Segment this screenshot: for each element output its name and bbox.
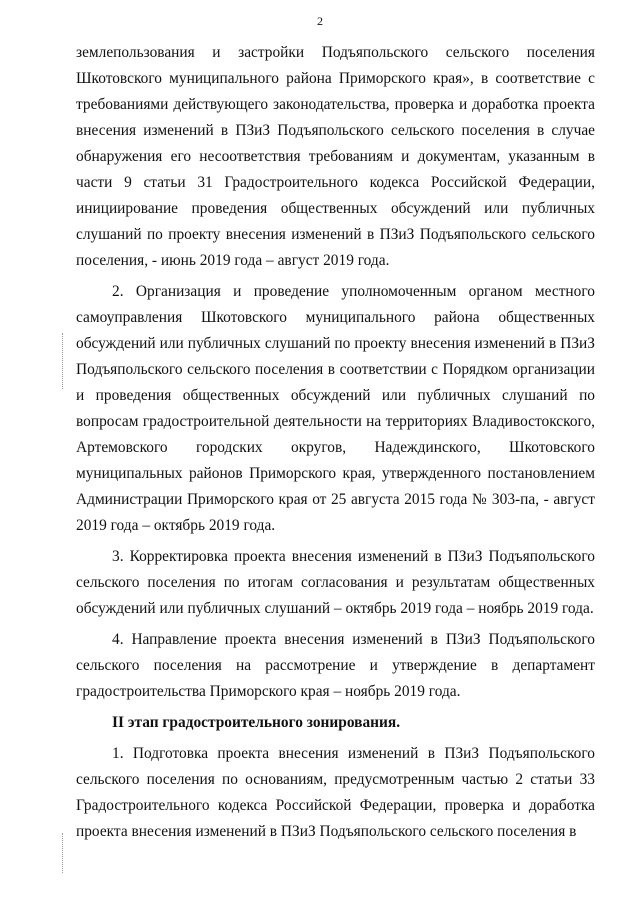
section-heading: II этап градостроительного зонирования. xyxy=(112,714,401,731)
paragraph-item-4: 4. Направление проекта внесения изменений в ПЗиЗ Подъяпольского сельского поселения на рассмотрение и утверждение в департамент градостроительства Приморского края – ноябрь 2019 года. xyxy=(76,631,595,700)
document-body xyxy=(76,40,595,850)
paragraph-item-2: 2. Организация и проведение уполномоченным органом местного самоуправления Шкотовского муниципального района общественных обсуждений или публичных слушаний по проекту внесения изменений в ПЗиЗ Подъяпольского сельского поселения в соответствии с Порядком организации и проведения общественных обсуждений или публичных слушаний по вопросам градостроительной деятельности на территориях Владивостокского, Артемовского городских округов, Надеждинского, Шкотовского муниципальных районов Приморского края, утвержденного постановлением Администрации Приморского края от 25 августа 2015 года № 303-па, - август 2019 года – октябрь 2019 года. xyxy=(76,283,595,534)
paragraph-stage2-item-1: 1. Подготовка проекта внесения изменений в ПЗиЗ Подъяпольского сельского поселения по основаниям, предусмотренным частью 2 статьи 33 Градостроительного кодекса Российской Федерации, проверка и доработка проекта внесения изменений в ПЗиЗ Подъяпольского сельского поселения в xyxy=(76,745,595,840)
page-number: 2 xyxy=(317,14,323,28)
scan-margin-dots xyxy=(62,333,65,389)
scan-margin-dots xyxy=(62,833,65,873)
paragraph-item-3: 3. Корректировка проекта внесения изменений в ПЗиЗ Подъяпольского сельского поселения по итогам согласования и результатам общественных обсуждений или публичных слушаний – октябрь 2019 года – ноябрь 2019 года. xyxy=(76,548,595,617)
paragraph-continuation: землепользования и застройки Подъяпольского сельского поселения Шкотовского муниципального района Приморского края», в соответствие с требованиями действующего законодательства, проверка и доработка проекта внесения изменений в ПЗиЗ Подъяпольского сельского поселения в случае обнаружения его несоответствия требованиям и документам, указанным в части 9 статьи 31 Градостроительного кодекса Российской Федерации, инициирование проведения общественных обсуждений или публичных слушаний по проекту внесения изменений в ПЗиЗ Подъяпольского сельского поселения, - июнь 2019 года – август 2019 года. xyxy=(76,44,595,269)
